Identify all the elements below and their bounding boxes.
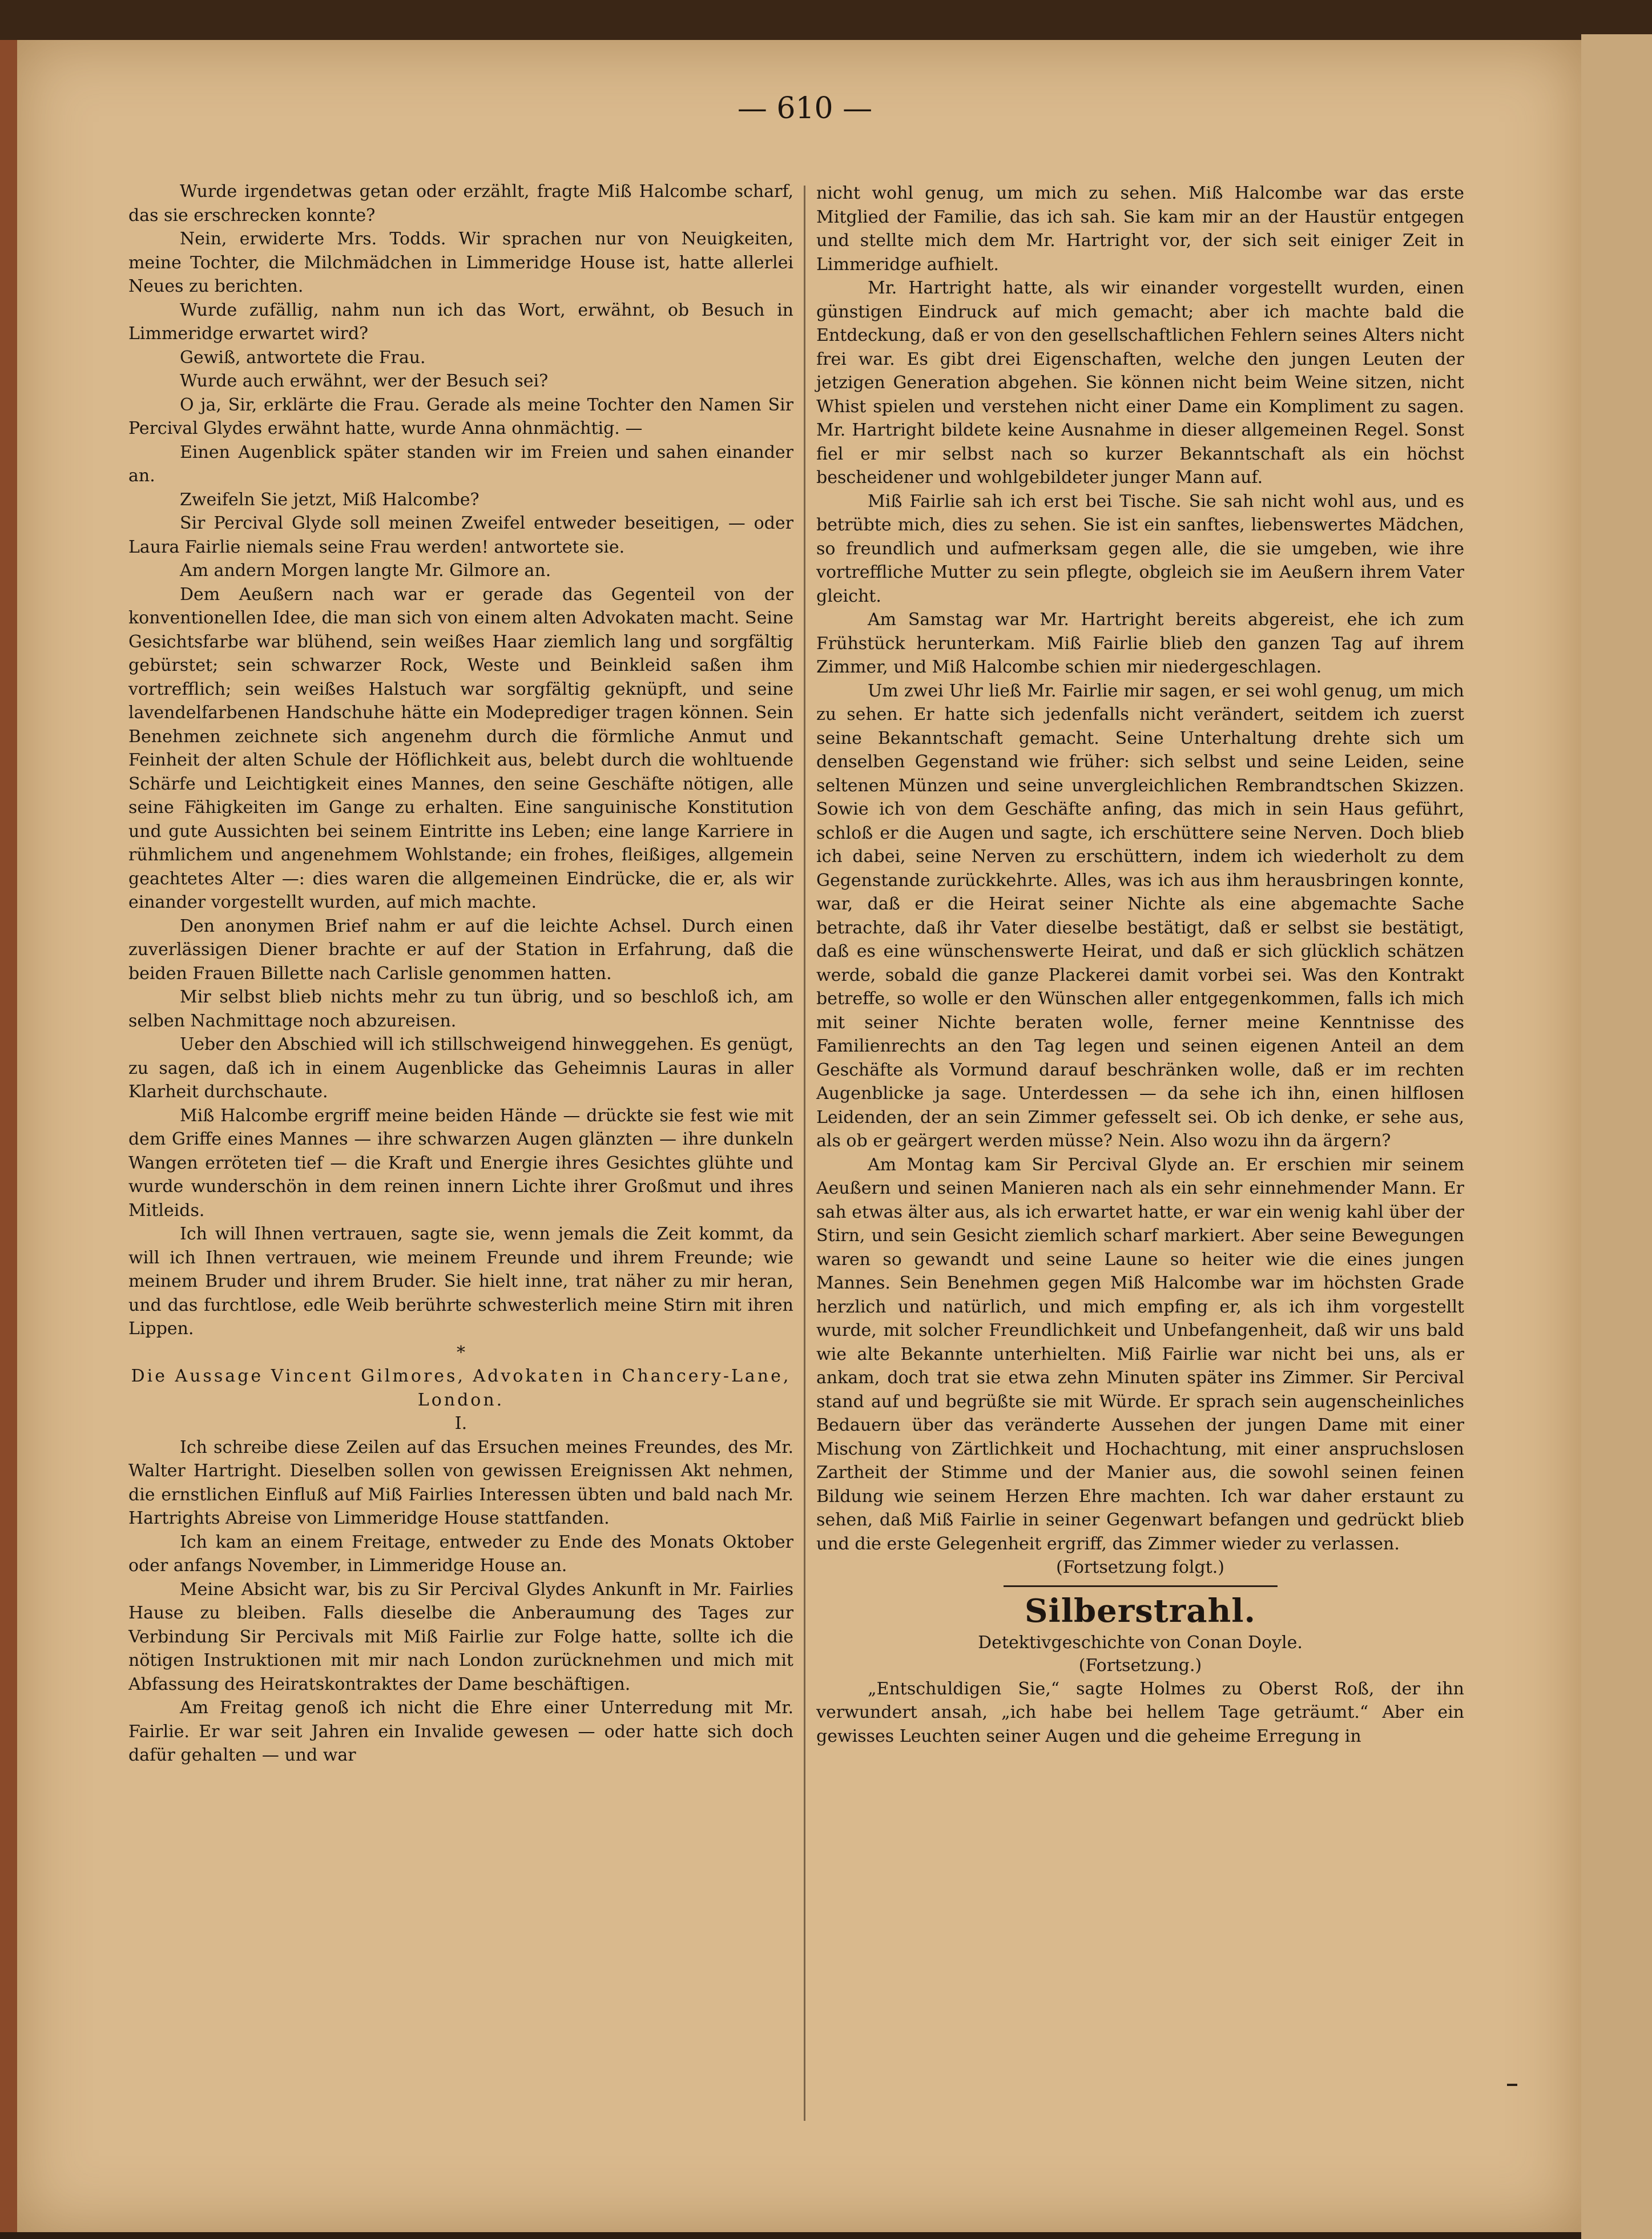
paragraph: Dem Aeußern nach war er gerade das Gegenteil von der konventionellen Idee, die man sich von einem alten Advokaten macht. Seine Gesichtsfarbe war blühend, sein weißes Haar ziemlich lang und sorgfältig gebürstet; sein schwarzer Rock, Weste und Beinkleid saßen ihm vortrefflich; sein weißes Halstuch war sorgfältig geknüpft, und seine lavendelfarbenen Handschuhe hätte ein Modeprediger tragen können. Sein Benehmen zeichnete sich angenehm durch die förmliche Anmut und Feinheit der alten Schule der Höflichkeit aus, belebt durch die wohltuende Schärfe und Leichtigkeit eines Mannes, den seine Geschäfte nötigen, alle seine Fähigkeiten im Gange zu erhalten. Eine sanguinische Konstitution und gute Aussichten bei seinem Eintritte ins Leben; eine lange Karriere in rühmlichem und angenehmem Wohlstande; ein frohes, fleißiges, allgemein geachtetes Alter —: dies waren die allgemeinen Eindrücke, die er, als wir einander vorgestellt wurden, auf mich machte. [128,584,793,912]
story-divider [1004,1585,1278,1587]
paragraph: Ich kam an einem Freitage, entweder zu Ende des Monats Oktober oder anfangs November, in Limmeridge House an. [128,1532,793,1576]
paragraph: Sir Percival Glyde soll meinen Zweifel entweder beseitigen, — oder Laura Fairlie niemals seine Frau werden! antwortete sie. [128,513,793,557]
facing-page-edge [1581,34,1652,2239]
paragraph: Wurde zufällig, nahm nun ich das Wort, erwähnt, ob Besuch in Limmeridge erwartet wird? [128,300,793,344]
paragraph: Nein, erwiderte Mrs. Todds. Wir sprachen nur von Neuigkeiten, meine Tochter, die Milchmädchen in Limmeridge House ist, hatte allerlei Neues zu berichten. [128,229,793,296]
paragraph: Meine Absicht war, bis zu Sir Percival Glydes Ankunft in Mr. Fairlies Hause zu bleiben. Falls dieselbe die Anberaumung des Tages zur Verbindung Sir Percivals mit Miß Fairlie zur Folge hatte, sollte ich die nötigen Instruktionen mit mir nach London zurücknehmen und mich mit Abfassung des Heiratskontraktes der Dame beschäftigen. [128,1579,793,1694]
printer-mark [1507,2084,1517,2086]
paragraph: Ueber den Abschied will ich stillschweigend hinweggehen. Es genügt, zu sagen, daß ich in einem Augenblicke das Geheimnis Lauras in aller Klarheit durchschaute. [128,1034,793,1102]
right-column [816,182,1464,1748]
paragraph: Gewiß, antwortete die Frau. [180,347,426,368]
book-spine [0,40,17,2232]
story-subtitle: Detektivgeschichte von Conan Doyle. [978,1632,1303,1653]
story-continued: (Fortsetzung.) [1078,1655,1202,1676]
paragraph: Am Freitag genoß ich nicht die Ehre einer Unterredung mit Mr. Fairlie. Er war seit Jahren ein Invalide gewesen — oder hatte sich doch dafür gehalten — und war [128,1698,793,1765]
column-divider [804,186,805,2121]
story-title: Silberstrahl. [1025,1592,1256,1630]
section-title: Die Aussage Vincent Gilmores, Advokaten in Chancery-Lane, London. [131,1366,791,1410]
paragraph: Mir selbst blieb nichts mehr zu tun übrig, und so beschloß ich, am selben Nachmittage noch abzureisen. [128,987,793,1031]
page-number: — 610 — [737,91,873,126]
paragraph: Am Montag kam Sir Percival Glyde an. Er erschien mir seinem Aeußern und seinen Manieren nach als ein sehr einnehmender Mann. Er sah etwas älter aus, als ich erwartet hatte, er war ein wenig kahl über der Stirn, und sein Gesicht ziemlich scharf markiert. Aber seine Bewegungen waren so gewandt und seine Laune so heiter wie die eines jungen Mannes. Sein Benehmen gegen Miß Halcombe war im höchsten Grade herzlich und natürlich, und mich empfing er, als ich ihm vorgestellt wurde, mit solcher Freundlichkeit und Unbefangenheit, daß wir uns bald wie alte Bekannte unterhielten. Miß Fairlie war nicht bei uns, als er ankam, doch trat sie etwa zehn Minuten später ins Zimmer. Sir Percival stand auf und begrüßte sie mit Würde. Er sprach sein augenscheinliches Bedauern über das veränderte Aussehen der jungen Dame mit einer Mischung von Zärtlichkeit und Hochachtung, mit einer anspruchslosen Zartheit der Stimme und der Manier aus, die sowohl seinen feinen Bildung wie seinem Herzen Ehre machten. Ich war daher erstaunt zu sehen, daß Miß Fairlie in seiner Gegenwart befangen und gedrückt blieb und die erste Gelegenheit ergriff, das Zimmer wieder zu verlassen. [816,1154,1464,1554]
paragraph: Mr. Hartright hatte, als wir einander vorgestellt wurden, einen günstigen Eindruck auf mich gemacht; aber ich machte bald die Entdeckung, daß er von den gesellschaftlichen Fehlern seines Alters nicht frei war. Es gibt drei Eigenschaften, welche den jungen Leuten der jetzigen Generation abgehen. Sie können nicht beim Weine sitzen, nicht Whist spielen und verstehen nicht einer Dame ein Kompliment zu sagen. Mr. Hartright bildete keine Ausnahme in dieser allgemeinen Regel. Sonst fiel er mir selbst nach so kurzer Bekanntschaft als ein höchst bescheidener und wohlgebildeter junger Mann auf. [816,278,1464,488]
paragraph: Zweifeln Sie jetzt, Miß Halcombe? [180,489,480,510]
story-paragraph: „Entschuldigen Sie,“ sagte Holmes zu Oberst Roß, der ihn verwundert ansah, „ich habe bei hellem Tage geträumt.“ Aber ein gewisses Leuchten seiner Augen und die geheime Erregung in [816,1678,1464,1746]
scan-border-top [0,0,1652,40]
paragraph: Einen Augenblick später standen wir im Freien und sahen einander an. [128,442,793,486]
paragraph: Ich will Ihnen vertrauen, sagte sie, wenn jemals die Zeit kommt, da will ich Ihnen vertrauen, wie meinem Freunde und ihrem Freunde; wie meinem Bruder und ihrem Bruder. Sie hielt inne, trat näher zu mir heran, und das furchtlose, edle Weib berührte schwesterlich meine Stirn mit ihren Lippen. [128,1224,793,1339]
paragraph: Wurde auch erwähnt, wer der Besuch sei? [180,371,549,391]
left-column [128,180,793,1767]
continuation-note: (Fortsetzung folgt.) [1056,1557,1224,1577]
paragraph: Wurde irgendetwas getan oder erzählt, fragte Miß Halcombe scharf, das sie erschrecken konnte? [128,182,793,225]
paragraph: Miß Halcombe ergriff meine beiden Hände — drückte sie fest wie mit dem Griffe eines Mannes — ihre schwarzen Augen glänzten — ihre dunkeln Wangen erröteten tief — die Kraft und Energie ihres Gesichtes glühte und wurde wunderschön in dem reinen innern Lichte ihrer Großmut und ihres Mitleids. [128,1105,793,1221]
paragraph: Ich schreibe diese Zeilen auf das Ersuchen meines Freundes, des Mr. Walter Hartright. Dieselben sollen von gewissen Ereignissen Akt nehmen, die ernstlichen Einfluß auf Miß Fairlies Interessen übten und bald nach Mr. Hartrights Abreise von Limmeridge House stattfanden. [128,1437,793,1528]
paragraph: Am Samstag war Mr. Hartright bereits abgereist, ehe ich zum Frühstück herunterkam. Miß Fairlie blieb den ganzen Tag auf ihrem Zimmer, und Miß Halcombe schien mir niedergeschlagen. [816,610,1464,677]
paragraph: Miß Fairlie sah ich erst bei Tische. Sie sah nicht wohl aus, und es betrübte mich, dies zu sehen. Sie ist ein sanftes, liebenswertes Mädchen, so freundlich und aufmerksam gegen alle, die sie umgeben, wie ihre vortreffliche Mutter zu sein pflegte, obgleich sie im Aeußern ihrem Vater gleicht. [816,491,1464,606]
paragraph: Den anonymen Brief nahm er auf die leichte Achsel. Durch einen zuverlässigen Diener brachte er auf der Station in Erfahrung, daß die beiden Frauen Billette nach Carlisle genommen hatten. [128,916,793,984]
paragraph: O ja, Sir, erklärte die Frau. Gerade als meine Tochter den Namen Sir Percival Glydes erwähnt hatte, wurde Anna ohnmächtig. — [128,394,793,438]
section-number: I. [454,1414,468,1433]
paragraph: Am andern Morgen langte Mr. Gilmore an. [180,561,551,581]
section-separator: * [457,1342,465,1363]
paragraph: Um zwei Uhr ließ Mr. Fairlie mir sagen, er sei wohl genug, um mich zu sehen. Er hatte sich jedenfalls nicht verändert, seitdem ich zuerst seine Bekanntschaft gemacht. Seine Unterhaltung drehte sich um denselben Gegenstand wie früher: sich selbst und seine Leiden, seine seltenen Münzen und seine unvergleichlichen Rembrandtschen Skizzen. Sowie ich von dem Geschäfte anfing, das mich in sein Haus geführt, schloß er die Augen und sagte, ich erschüttere seine Nerven. Doch blieb ich dabei, seine Nerven zu erschüttern, indem ich wiederholt zu dem Gegenstande zurückkehrte. Alles, was ich aus ihm herausbringen konnte, war, daß er die Heirat seiner Nichte als eine abgemachte Sache betrachte, daß ihr Vater dieselbe bestätigt, daß er selbst sie bestätigt, daß es eine wünschenswerte Heirat, und daß er sich glücklich schätzen werde, sobald die ganze Plackerei damit vorbei sei. Was den Kontrakt betreffe, so wolle er den Wünschen aller entgegenkommen, falls ich mich mit seiner Nichte beraten wolle, ferner meine Kenntnisse des Familienrechts an den Tag legen und seinen eigenen Anteil an dem Geschäfte als Vormund darauf beschränken wolle, daß er im rechten Augenblicke ja sage. Unterdessen — da sehe ich ihn, einen hilflosen Leidenden, der an sein Zimmer gefesselt sei. Ob ich denke, er sehe aus, als ob er geärgert werden müsse? Nein. Also wozu ihn da ärgern? [816,680,1464,1151]
paragraph: nicht wohl genug, um mich zu sehen. Miß Halcombe war das erste Mitglied der Familie, das ich sah. Sie kam mir an der Haustür entgegen und stellte mich dem Mr. Hartright vor, der sich seit einiger Zeit in Limmeridge aufhielt. [816,183,1464,275]
